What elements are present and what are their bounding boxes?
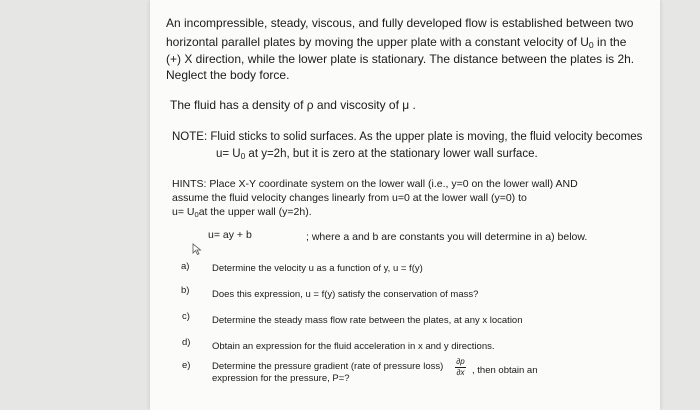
hints-line-3a: u= U: [172, 206, 195, 218]
note-line-1: NOTE: Fluid sticks to solid surfaces. As the upper plate is moving, the fluid velocity becomes: [172, 131, 643, 143]
hints-line-3b: at the upper wall (y=2h).: [198, 206, 312, 218]
fraction-denominator: ∂x: [456, 368, 465, 377]
problem-line-2b: in the: [593, 35, 627, 49]
question-a-text: Determine the velocity u as a function of y, u = f(y): [212, 263, 423, 274]
equation-note: ; where a and b are constants you will determine in a) below.: [306, 231, 588, 243]
question-c-label: c): [182, 311, 190, 322]
question-a-label: a): [181, 261, 190, 272]
question-d-text: Obtain an expression for the fluid acceleration in x and y directions.: [212, 341, 495, 352]
question-e-label: e): [182, 360, 191, 371]
question-b-label: b): [181, 285, 190, 296]
note-line-2b: at y=2h, but it is zero at the stationary lower wall surface.: [245, 148, 538, 160]
note-u0-subscript: 0: [240, 152, 246, 162]
question-b-text: Does this expression, u = f(y) satisfy the conservation of mass?: [212, 289, 479, 300]
mouse-pointer-icon: [192, 243, 202, 255]
problem-line-1: An incompressible, steady, viscous, and fully developed flow is established between two: [166, 16, 634, 30]
pressure-gradient-fraction: [455, 358, 466, 377]
fraction-numerator: ∂p: [456, 357, 465, 366]
note-line-2a: u= U: [216, 148, 241, 160]
velocity-equation: u= ay + b: [208, 229, 252, 241]
hints-line-2: assume the fluid velocity changes linearly from u=0 at the lower wall (y=0) to: [172, 192, 527, 204]
question-e-text: Determine the pressure gradient (rate of pressure loss): [212, 361, 444, 372]
problem-line-3: (+) X direction, while the lower plate is stationary. The distance between the plates is 2h.: [166, 52, 635, 66]
problem-line-2a: horizontal parallel plates by moving the upper plate with a constant velocity of U: [166, 35, 589, 49]
note-line-2: [216, 149, 538, 161]
problem-u0-subscript: 0: [588, 40, 594, 51]
problem-line-4: Neglect the body force.: [166, 68, 290, 82]
hints-u0-subscript: 0: [194, 209, 199, 219]
question-e-text-line-2: expression for the pressure, P=?: [212, 373, 350, 384]
question-e-after-fraction: , then obtain an: [472, 365, 538, 376]
question-d-label: d): [182, 337, 191, 348]
fluid-properties: The fluid has a density of ρ and viscosity of μ .: [170, 98, 416, 112]
problem-line-2: [166, 36, 626, 50]
hints-line-3: [172, 207, 312, 218]
document-page: [150, 0, 660, 410]
question-c-text: Determine the steady mass flow rate between the plates, at any x location: [212, 315, 523, 326]
hints-line-1: HINTS: Place X-Y coordinate system on the lower wall (i.e., y=0 on the lower wall) AND: [172, 178, 578, 190]
